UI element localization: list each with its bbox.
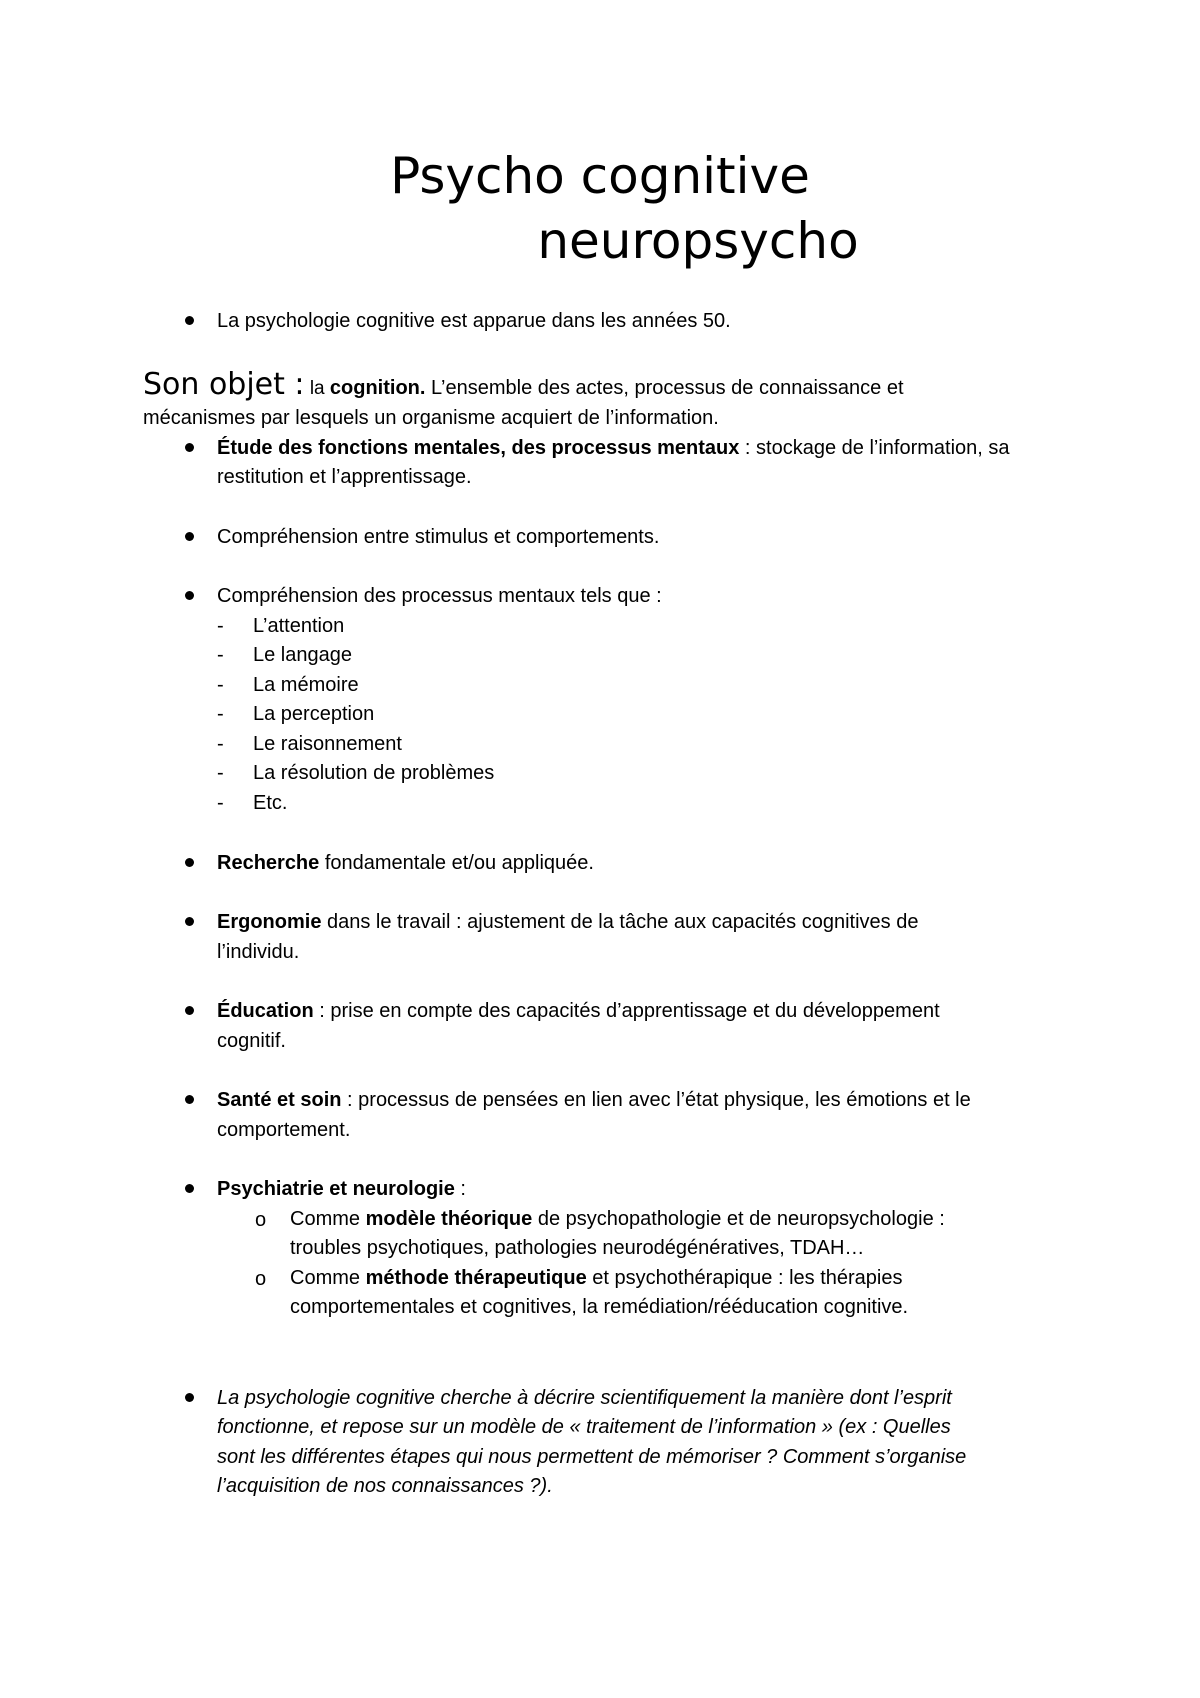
b3-item: La résolution de problèmes bbox=[253, 762, 495, 784]
bullet-dot bbox=[185, 316, 194, 325]
b3-item: Le raisonnement bbox=[253, 733, 402, 755]
dash-marker: - bbox=[217, 762, 224, 784]
b3-item: L’attention bbox=[253, 615, 345, 637]
b1-rest: : stockage de l’information, sa bbox=[739, 437, 1010, 459]
circle-marker: o bbox=[255, 1268, 267, 1290]
b8-bold: Psychiatrie et neurologie bbox=[217, 1178, 455, 1200]
b6-line-2: cognitif. bbox=[217, 1030, 286, 1052]
objet-la: la bbox=[304, 378, 330, 399]
b5-line-2: l’individu. bbox=[217, 941, 300, 963]
b1-line-2: restitution et l’apprentissage. bbox=[217, 466, 472, 488]
b7-line-2: comportement. bbox=[217, 1119, 351, 1141]
b8-sub2-line-2: comportementales et cognitives, la remédiation/rééducation cognitive. bbox=[290, 1296, 909, 1318]
dash-marker: - bbox=[217, 733, 224, 755]
b8-sub2-pre: Comme bbox=[290, 1267, 366, 1289]
b6-line-1 bbox=[217, 997, 940, 1026]
title-line-2: neuropsycho bbox=[537, 212, 859, 270]
title-line-1: Psycho cognitive bbox=[390, 147, 810, 205]
b6-bold: Éducation bbox=[217, 1000, 314, 1022]
b7-bold: Santé et soin bbox=[217, 1089, 342, 1111]
b8-sub2-rest: et psychothérapique : les thérapies bbox=[586, 1267, 903, 1289]
bullet-dot bbox=[185, 917, 194, 926]
bullet-dot bbox=[185, 443, 194, 452]
b3-item: La perception bbox=[253, 703, 375, 725]
b4-text bbox=[217, 849, 594, 878]
b3-text: Compréhension des processus mentaux tels que : bbox=[217, 585, 662, 607]
dash-marker: - bbox=[217, 615, 224, 637]
dash-marker: - bbox=[217, 644, 224, 666]
bullet-dot bbox=[185, 532, 194, 541]
bullet-dot bbox=[185, 1393, 194, 1402]
objet-heading: Son objet : bbox=[143, 367, 305, 402]
circle-marker: o bbox=[255, 1209, 267, 1231]
b9-line-3: sont les différentes étapes qui nous permettent de mémoriser ? Comment s’organise bbox=[217, 1446, 967, 1468]
dash-marker: - bbox=[217, 792, 224, 814]
b8-rest: : bbox=[454, 1178, 466, 1200]
b8-sub2-bold: méthode thérapeutique bbox=[365, 1267, 587, 1289]
objet-line-1 bbox=[143, 367, 904, 407]
b8-sub1-rest: de psychopathologie et de neuropsychologie : bbox=[532, 1208, 945, 1230]
objet-line-2: mécanismes par lesquels un organisme acquiert de l’information. bbox=[143, 407, 719, 429]
b5-line-1 bbox=[217, 908, 918, 937]
b7-rest: : processus de pensées en lien avec l’état physique, les émotions et le bbox=[341, 1089, 971, 1111]
b7-line-1 bbox=[217, 1086, 971, 1115]
bullet-dot bbox=[185, 1006, 194, 1015]
dash-marker: - bbox=[217, 703, 224, 725]
dash-marker: - bbox=[217, 674, 224, 696]
b9-line-2: fonctionne, et repose sur un modèle de « traitement de l’information » (ex : Quelles bbox=[217, 1416, 951, 1438]
b9-line-4: l’acquisition de nos connaissances ?). bbox=[217, 1475, 553, 1497]
b8-sub1-bold: modèle théorique bbox=[365, 1208, 533, 1230]
b8-sub1-pre: Comme bbox=[290, 1208, 366, 1230]
b9-line-1: La psychologie cognitive cherche à décrire scientifiquement la manière dont l’esprit bbox=[217, 1387, 952, 1409]
b2-text: Compréhension entre stimulus et comportements. bbox=[217, 526, 660, 548]
b3-item: Le langage bbox=[253, 644, 352, 666]
bullet-dot bbox=[185, 1184, 194, 1193]
b1-line-1 bbox=[217, 434, 1010, 463]
bullet-dot bbox=[185, 858, 194, 867]
b1-bold: Étude des fonctions mentales, des processus mentaux bbox=[217, 437, 740, 459]
bullet-dot bbox=[185, 591, 194, 600]
b8-sub1-line-1 bbox=[290, 1205, 945, 1234]
b8-sub1-line-2: troubles psychotiques, pathologies neurodégénératives, TDAH… bbox=[290, 1237, 865, 1259]
b4-bold: Recherche bbox=[217, 852, 320, 874]
b5-bold: Ergonomie bbox=[217, 911, 322, 933]
intro-bullet-text: La psychologie cognitive est apparue dans les années 50. bbox=[217, 310, 731, 332]
b6-rest: : prise en compte des capacités d’apprentissage et du développement bbox=[313, 1000, 940, 1022]
objet-rest: L’ensemble des actes, processus de connaissance et bbox=[425, 377, 904, 399]
b5-rest: dans le travail : ajustement de la tâche aux capacités cognitives de bbox=[321, 911, 919, 933]
b8-text bbox=[217, 1175, 466, 1204]
b3-item: Etc. bbox=[253, 792, 288, 814]
b3-item: La mémoire bbox=[253, 674, 359, 696]
objet-cognition: cognition. bbox=[329, 377, 426, 399]
bullet-dot bbox=[185, 1095, 194, 1104]
b4-rest: fondamentale et/ou appliquée. bbox=[319, 852, 594, 874]
b8-sub2-line-1 bbox=[290, 1264, 902, 1293]
